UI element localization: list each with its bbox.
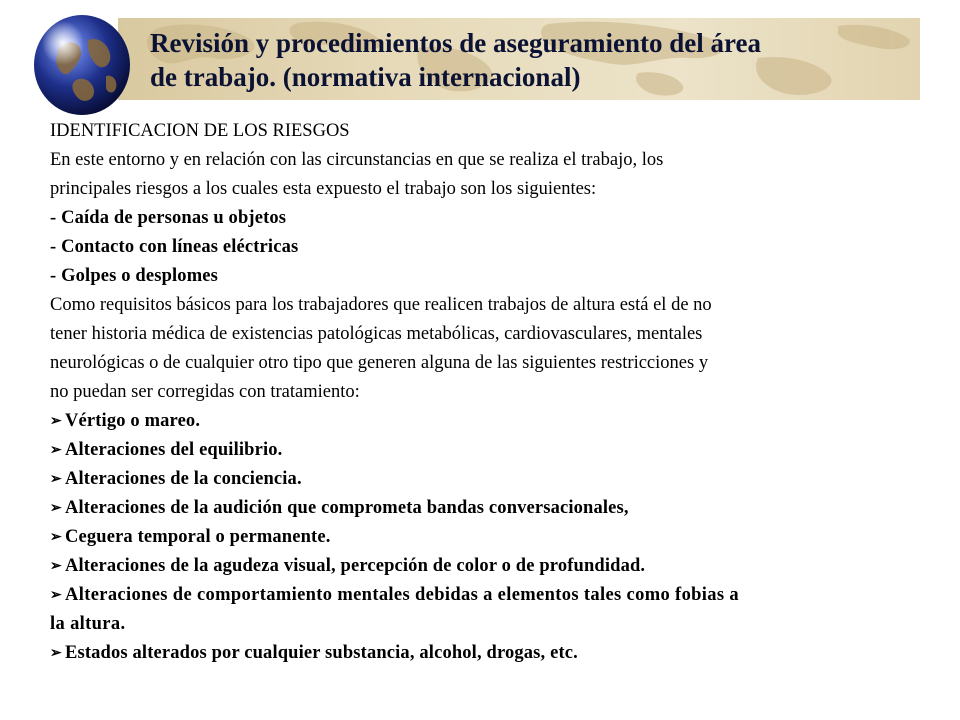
- arrow-bullet-icon: ➢: [50, 501, 62, 516]
- arrow-bullet-icon: ➢: [50, 472, 62, 487]
- arrow-bullet-icon: ➢: [50, 588, 63, 603]
- globe-icon: [28, 10, 136, 118]
- risk-item: - Golpes o desplomes: [50, 266, 218, 286]
- slide-title-line-2: de trabajo. (normativa internacional): [150, 62, 581, 92]
- slide-body: [50, 117, 930, 668]
- restriction-text: Alteraciones de comportamiento mentales debidas a elementos tales como fobias a: [65, 585, 740, 605]
- intro-line: En este entorno y en relación con las circunstancias en que se realiza el trabajo, los: [50, 150, 664, 170]
- restriction-text: Alteraciones del equilibrio.: [65, 440, 283, 460]
- restriction-item: [50, 639, 930, 668]
- restriction-item: [50, 494, 930, 523]
- requirements-line: neurológicas o de cualquier otro tipo que generen alguna de las siguientes restricciones y: [50, 353, 709, 373]
- arrow-bullet-icon: ➢: [50, 646, 62, 661]
- section-heading: IDENTIFICACION DE LOS RIESGOS: [50, 121, 350, 141]
- arrow-bullet-icon: ➢: [50, 559, 62, 574]
- restriction-item: [50, 465, 930, 494]
- restriction-item: [50, 523, 930, 552]
- arrow-bullet-icon: ➢: [50, 443, 62, 458]
- slide-title-line-1: Revisión y procedimientos de aseguramiento del área: [150, 28, 761, 58]
- restriction-text: Estados alterados por cualquier substancia, alcohol, drogas, etc.: [65, 643, 578, 663]
- restriction-text: Vértigo o mareo.: [65, 411, 201, 431]
- restriction-item: [50, 552, 930, 581]
- requirements-line: no puedan ser corregidas con tratamiento:: [50, 382, 360, 402]
- restriction-item: [50, 436, 930, 465]
- restriction-text: Alteraciones de la conciencia.: [65, 469, 302, 489]
- arrow-bullet-icon: ➢: [50, 414, 62, 429]
- risk-item: - Contacto con líneas eléctricas: [50, 237, 299, 257]
- restriction-text: Alteraciones de la audición que comprometa bandas conversacionales,: [65, 498, 629, 518]
- arrow-bullet-icon: ➢: [50, 530, 62, 545]
- slide-title: [150, 26, 910, 94]
- intro-line: principales riesgos a los cuales esta expuesto el trabajo son los siguientes:: [50, 179, 597, 199]
- restriction-continuation: la altura.: [50, 614, 126, 634]
- risk-item: - Caída de personas u objetos: [50, 208, 287, 228]
- restriction-text: Ceguera temporal o permanente.: [65, 527, 331, 547]
- restriction-item: [50, 407, 930, 436]
- requirements-line: Como requisitos básicos para los trabajadores que realicen trabajos de altura está el de no: [50, 295, 712, 315]
- restriction-item: [50, 581, 930, 610]
- requirements-line: tener historia médica de existencias patológicas metabólicas, cardiovasculares, mentales: [50, 324, 703, 344]
- restriction-text: Alteraciones de la agudeza visual, percepción de color o de profundidad.: [65, 556, 646, 576]
